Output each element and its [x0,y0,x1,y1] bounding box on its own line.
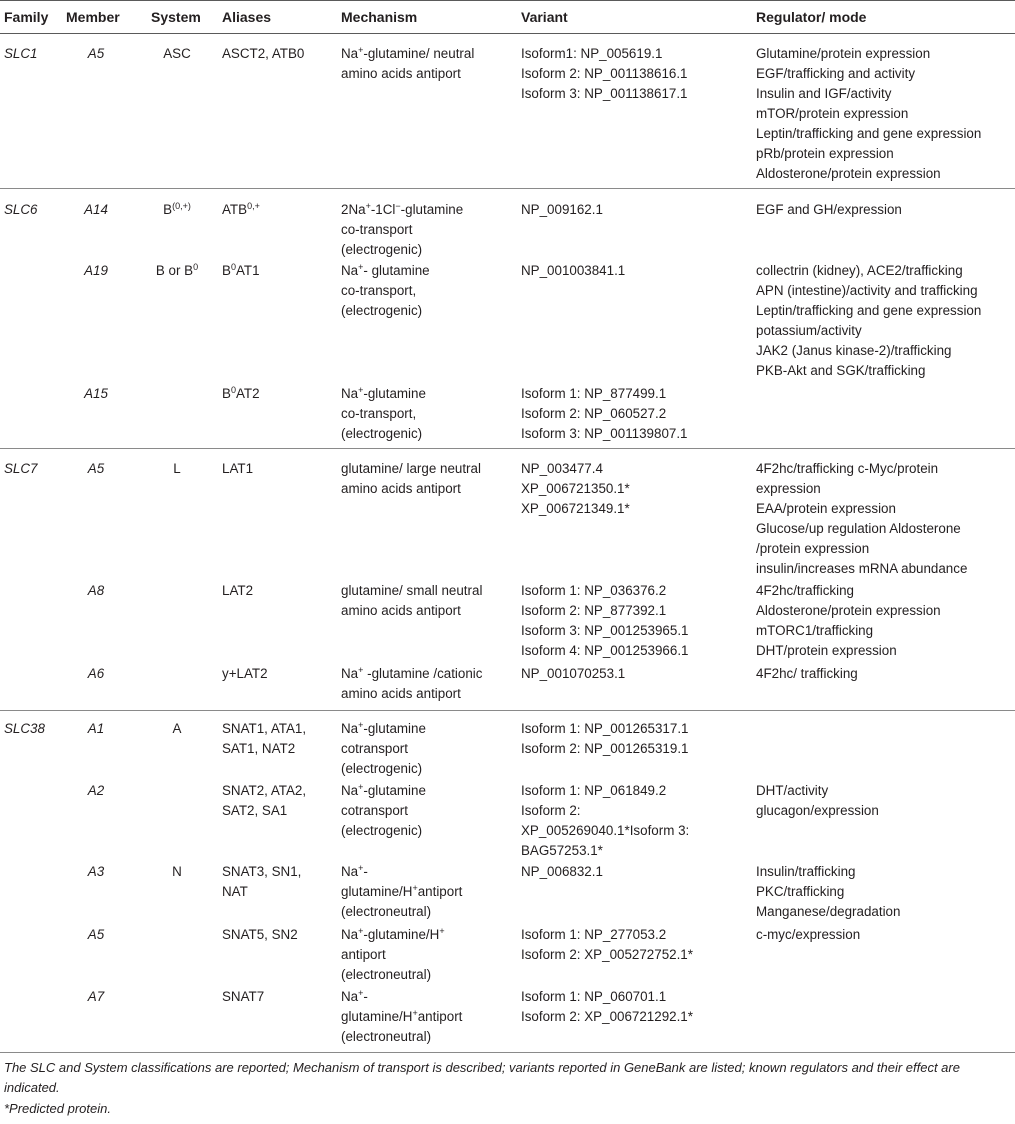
member-cell: A5 [87,46,105,61]
system-cell: ASC [163,46,191,61]
member-cell: A7 [87,989,105,1004]
variant-cell: NP_009162.1 [521,202,603,217]
variant-cell: NP_001070253.1 [521,666,626,681]
mechanism-cell: Na+- glutamine/H+antiport (electroneutral) [341,863,463,919]
header-variant: Variant [521,9,568,25]
predicted-note: *Predicted protein. [4,1101,111,1116]
variant-cell: Isoform 1: NP_036376.2 Isoform 2: NP_877392.1 Isoform 3: NP_001253965.1 Isoform 4: NP_001253966.1 [521,583,689,658]
family-cell: SLC7 [4,461,38,476]
aliases-cell: y+LAT2 [222,666,268,681]
member-cell: A19 [84,263,108,278]
family-cell: SLC38 [4,721,45,736]
table-caption: The SLC and System classifications are reported; Mechanism of transport is described; variants reported in GeneBank are listed; known regulators and their effect are indicated. [4,1060,960,1095]
member-cell: A6 [87,666,105,681]
member-cell: A3 [87,864,105,879]
mechanism-cell: Na+- glutamine co-transport, (electrogenic) [341,262,430,318]
mechanism-cell: Na+-glutamine/ neutral amino acids antiport [341,45,475,81]
member-cell: A5 [87,927,105,942]
mechanism-cell: Na+-glutamine/H+ antiport (electroneutral) [341,926,445,982]
mechanism-cell: glutamine/ small neutral amino acids antiport [341,583,483,618]
mechanism-cell: 2Na+-1Cl−-glutamine co-transport (electrogenic) [341,201,464,257]
mechanism-cell: Na+-glutamine cotransport (electrogenic) [341,782,426,838]
group-divider [0,710,1015,711]
variant-cell: Isoform 1: NP_877499.1 Isoform 2: NP_060527.2 Isoform 3: NP_001139807.1 [521,386,688,441]
member-cell: A1 [87,721,105,736]
variant-cell: NP_001003841.1 [521,263,626,278]
regulator-cell: 4F2hc/trafficking Aldosterone/protein expression mTORC1/trafficking DHT/protein expression [756,583,941,658]
header-family: Family [4,9,49,25]
system-cell: B or $B^0$ [155,262,199,278]
mechanism-cell: Na+-glutamine co-transport, (electrogenic) [341,385,426,441]
aliases-cell: LAT1 [222,461,254,476]
member-cell: A14 [84,202,108,217]
aliases-cell: LAT2 [222,583,254,598]
regulator-cell: 4F2hc/ trafficking [756,666,858,681]
aliases-cell: $B^0AT1$ [222,262,260,278]
aliases-cell: $ATB^{0,+}$ [222,201,260,217]
member-cell: A8 [87,583,105,598]
variant-cell: NP_003477.4 XP_006721350.1* XP_006721349.1* [521,461,630,516]
member-cell: A2 [87,783,105,798]
regulator-cell: c-myc/expression [756,927,861,942]
system-cell: $B^{(0,+)}$ [163,201,191,217]
header-aliases: Aliases [222,9,272,25]
member-cell: A5 [87,461,105,476]
aliases-cell: SNAT5, SN2 [222,927,298,942]
group-divider [0,188,1015,189]
regulator-cell: Insulin/trafficking PKC/trafficking Manganese/degradation [756,864,901,919]
group-divider [0,1052,1015,1053]
system-cell: L [173,461,181,476]
variant-cell: Isoform1: NP_005619.1 Isoform 2: NP_001138616.1 Isoform 3: NP_001138617.1 [521,46,688,101]
mechanism-cell: Na+ -glutamine /cationic amino acids antiport [341,665,483,701]
header-system: System [151,9,201,25]
regulator-cell: EGF and GH/expression [756,202,902,217]
aliases-cell: SNAT2, ATA2, SAT2, SA1 [222,783,307,818]
variant-cell: Isoform 1: NP_001265317.1 Isoform 2: NP_001265319.1 [521,721,689,756]
regulator-cell: 4F2hc/trafficking c-Myc/protein expression EAA/protein expression Glucose/up regulation Aldosterone /protein expression insulin/increases mRNA abundance [756,461,968,576]
regulator-cell: collectrin (kidney), ACE2/trafficking APN (intestine)/activity and trafficking Leptin/trafficking and gene expression potassium/activity JAK2 (Janus kinase-2)/trafficking PKB-Akt and SGK/trafficking [756,263,982,378]
variant-cell: Isoform 1: NP_060701.1 Isoform 2: XP_006721292.1* [521,989,693,1024]
mechanism-cell: glutamine/ large neutral amino acids antiport [341,461,481,496]
aliases-cell: $B^0AT2$ [222,385,260,401]
variant-cell: Isoform 1: NP_061849.2 Isoform 2: XP_005269040.1*Isoform 3: BAG57253.1* [521,783,690,858]
header-mechanism: Mechanism [341,9,418,25]
aliases-cell: SNAT7 [222,989,265,1004]
table-header [0,0,1015,34]
group-divider [0,448,1015,449]
aliases-cell: SNAT1, ATA1, SAT1, NAT2 [222,721,307,756]
mechanism-cell: Na+- glutamine/H+antiport (electroneutral) [341,988,463,1044]
regulator-cell: DHT/activity glucagon/expression [756,783,879,818]
family-cell: SLC1 [4,46,38,61]
mechanism-cell: Na+-glutamine cotransport (electrogenic) [341,720,426,776]
aliases-cell: ASCT2, ATB0 [222,46,305,61]
system-cell: N [172,864,182,879]
header-member: Member [66,9,120,25]
aliases-cell: SNAT3, SN1, NAT [222,864,302,899]
variant-cell: Isoform 1: NP_277053.2 Isoform 2: XP_005272752.1* [521,927,693,962]
variant-cell: NP_006832.1 [521,864,603,879]
header-regulator: Regulator/ mode [756,9,867,25]
system-cell: A [172,721,182,736]
regulator-cell: Glutamine/protein expression EGF/trafficking and activity Insulin and IGF/activity mTOR/protein expression Leptin/trafficking and gene expression pRb/protein expression Aldosterone/protein expression [756,46,982,181]
family-cell: SLC6 [4,202,38,217]
member-cell: A15 [84,386,108,401]
